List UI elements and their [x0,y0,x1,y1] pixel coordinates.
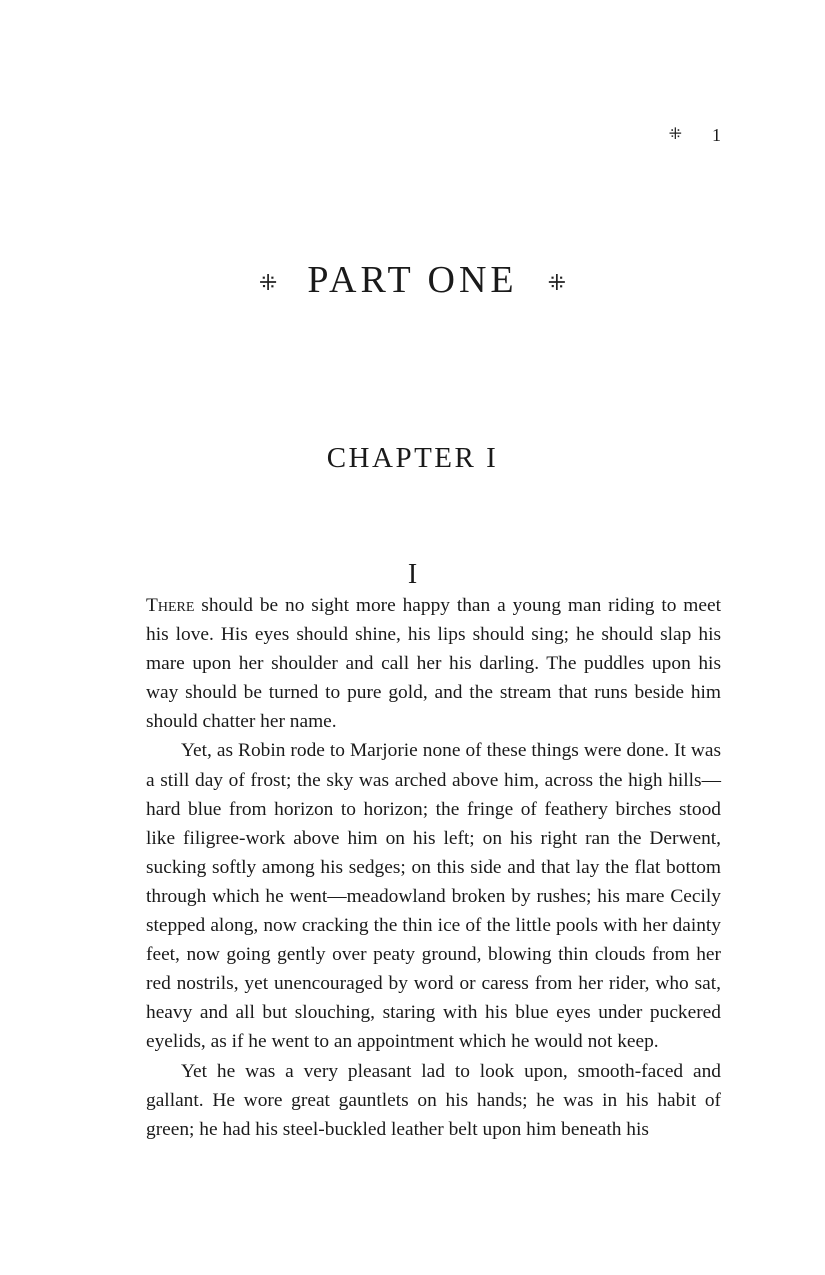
fleuron-left-icon: ⁜ [258,270,278,296]
paragraph: Yet he was a very pleasant lad to look upon, smooth-faced and gallant. He wore great gauntlets on his hands; he was in his habit of green; he had his steel-buckled leather belt upon him beneath his [146,1060,721,1140]
paragraph [146,591,721,736]
chapter-title: CHAPTER I [326,442,499,474]
section-number: I [407,559,418,590]
lead-in-smallcaps: There [146,595,195,616]
paragraph-text: should be no sight more happy than a young man riding to meet his love. His eyes should shine, his lips should sing; he should slap his mare upon her shoulder and call her his darling. The puddles upon his way should be turned to pure gold, and the stream that runs beside him should chatter her name. [146,595,721,733]
part-heading [0,255,825,308]
paragraph: Yet, as Robin rode to Marjorie none of these things were done. It was a still day of frost; the sky was arched above him, across the high hills—hard blue from horizon to horizon; the fringe of feathery birches stood like filigree-work above him on his left; on his right ran the Derwent, sucking softly among his sedges; on this side and that lay the flat bottom through which he went—meadowland broken by rushes; his mare Cecily stepped along, now cracking the thin ice of the little pools with her dainty feet, now going gently over peaty ground, blowing thin clouds from her red nostrils, yet unencouraged by word or caress from her rider, who sat, heavy and all but slouching, staring with his blue eyes under puckered eyelids, as if he went to an appointment which he would not keep. [146,740,721,1053]
running-folio [669,124,721,146]
body-text [146,591,721,1144]
part-title: PART ONE [307,259,518,301]
page-number: 1 [712,125,721,145]
fleuron-icon: ⁜ [668,126,682,143]
fleuron-right-icon: ⁜ [547,270,567,296]
